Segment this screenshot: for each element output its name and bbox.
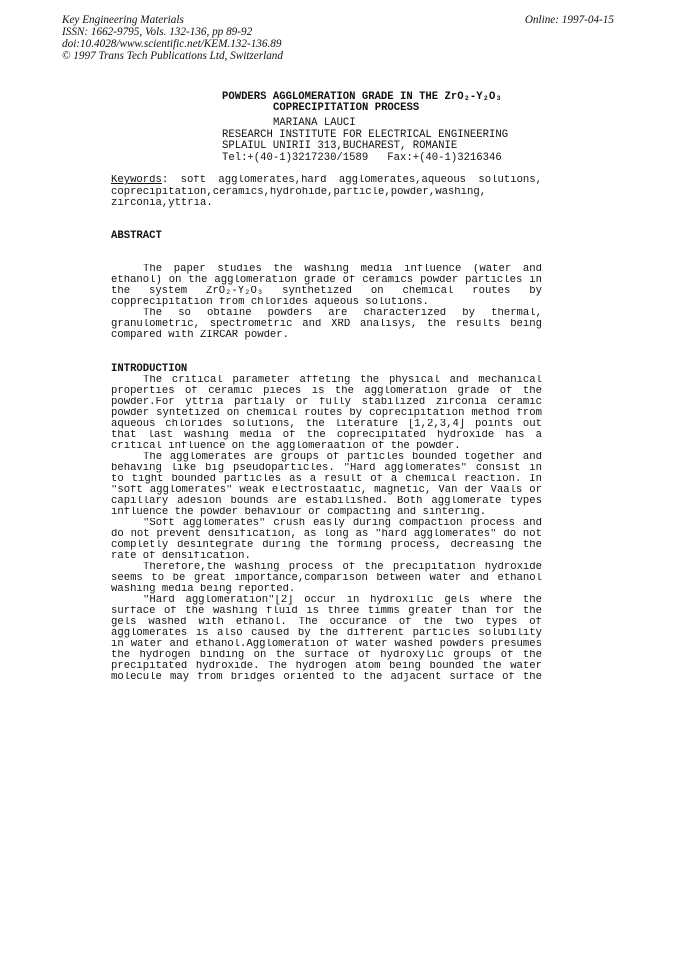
keywords-line: zirconia,yttria.	[111, 198, 213, 210]
text-line: completly desintegrate during the forming process, decreasing the	[111, 540, 542, 551]
author-name: MARIANA LAUCI	[273, 117, 356, 129]
title-line-2: COPRECIPITATION PROCESS	[273, 102, 420, 114]
text-line: washing media being reported.	[111, 584, 296, 595]
text-line: precipitated hydroxide. The hydrogen atom being bounded the water	[111, 661, 542, 672]
text-line: gels washed with ethanol. The occurance of the two types of	[111, 617, 542, 628]
online-date: Online: 1997-04-15	[524, 14, 614, 26]
abstract-heading: ABSTRACT	[111, 230, 162, 242]
text-line: Therefore,the washing process of the precipitation hydroxide	[143, 562, 542, 573]
text-line: aqueous chlorides solutions, the literature [1,2,3,4] points out	[111, 419, 542, 430]
author-institution: RESEARCH INSTITUTE FOR ELECTRICAL ENGINEERING	[222, 128, 509, 141]
citation-header	[62, 14, 283, 62]
paragraph	[111, 595, 542, 683]
issn: ISSN: 1662-9795, Vols. 132-136, pp 89-92	[62, 26, 253, 38]
journal-name: Key Engineering Materials	[62, 14, 184, 26]
text-line: granulometric, spectrometric and XRD analisys, the results being	[111, 319, 542, 330]
introduction-body	[111, 375, 542, 683]
paragraph	[111, 452, 542, 518]
paragraph	[111, 308, 542, 341]
text-line: do not prevent densification, as long as "hard agglomerates" do not	[111, 529, 542, 540]
keywords-line: coprecipitation,ceramics,hydrohide,particle,powder,washing,	[111, 186, 487, 198]
text-line: The critical parameter affeting the physical and mechanical	[143, 375, 542, 386]
text-line: critical influence on the agglomeraation of the powder.	[111, 441, 461, 452]
keywords	[111, 175, 542, 210]
author-address: SPLAIUL UNIRII 313,BUCHAREST, ROMANIE	[222, 140, 458, 153]
text-line: "Hard agglomeration"[2] occur in hydroxilic gels where the	[143, 595, 542, 606]
text-line: The agglomerates are groups of particles bounded together and	[143, 452, 542, 463]
text-line: seems to be great importance,comparison between water and ethanol	[111, 573, 542, 584]
text-line: surface of the washing fluid is three timms greater than for the	[111, 606, 542, 617]
keywords-label: Keywords	[111, 175, 162, 186]
title-line-1: POWDERS AGGLOMERATION GRADE IN THE ZrO₂-Y₂O₃	[222, 91, 502, 103]
paragraph	[111, 562, 542, 595]
keywords-line: : soft agglomerates,hard agglomerates,aqueous solutions,	[161, 175, 542, 186]
text-line: powder syntetized on chemical routes by coprecipitation method from	[111, 408, 542, 419]
text-line: to tight bounded particles as a result of a chemical reaction. In	[111, 474, 542, 485]
abstract-body	[111, 264, 542, 341]
text-line: ethanol) on the agglomeration grade of ceramics powder particles in	[111, 275, 542, 286]
text-line: capillary adesion bounds are estabilished. Both agglomerate types	[111, 496, 542, 507]
introduction-heading: INTRODUCTION	[111, 363, 188, 375]
text-line: that last washing media of the coprecipitated hydroxide has a	[111, 430, 542, 441]
paragraph	[111, 375, 542, 452]
text-line: "soft agglomerates" weak electrostaatic, magnetic, Van der Vaals or	[111, 485, 542, 496]
text-line: powder.For yttria partialy or fully stabilized zirconia ceramic	[111, 397, 542, 408]
paper-title	[222, 92, 502, 114]
text-line: behaving like big pseudoparticles. "Hard agglomerates" consist in	[111, 463, 542, 474]
paragraph	[111, 264, 542, 308]
text-line: molecule may from bridges oriented to the adjacent surface of the	[111, 672, 542, 683]
text-line: rate of densification.	[111, 551, 251, 562]
text-line: the hydrogen binding on the surface of hydroxylic groups of the	[111, 650, 542, 661]
text-line: in water and ethanol.Agglomeration of water washed powders presumes	[111, 639, 542, 650]
paragraph	[111, 518, 542, 562]
text-line: influence the powder behaviour or compacting and sintering.	[111, 507, 487, 518]
text-line: The paper studies the washing media influence (water and	[143, 264, 542, 275]
text-line: "Soft agglomerates" crush easly during compaction process and	[143, 518, 542, 529]
copyright: © 1997 Trans Tech Publications Ltd, Switzerland	[62, 50, 283, 62]
author-contact: Tel:+(40-1)3217230/1589 Fax:+(40-1)3216346	[222, 152, 502, 165]
text-line: the system ZrO₂-Y₂O₃ synthetized on chemical routes by	[111, 286, 542, 297]
author-block	[222, 118, 508, 165]
doi: doi:10.4028/www.scientific.net/KEM.132-136.89	[62, 38, 282, 50]
text-line: properties of ceramic pieces is the agglomeration grade of the	[111, 386, 542, 397]
text-line: The so obtaine powders are characterized by thermal,	[143, 308, 542, 319]
text-line: compared with ZIRCAR powder.	[111, 330, 290, 341]
text-line: agglomerates is also caused by the different particles solubility	[111, 628, 542, 639]
text-line: copprecipitation from chlorides aqueous solutions.	[111, 297, 429, 308]
